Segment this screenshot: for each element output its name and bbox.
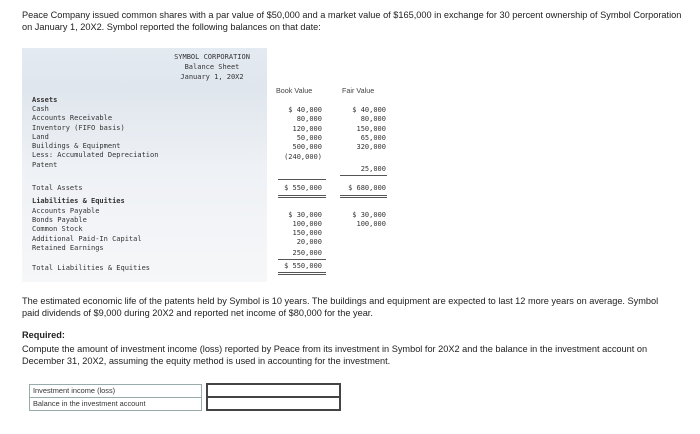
balance-sheet-image <box>22 48 402 282</box>
row-label: Additional Paid-In Capital <box>32 235 142 243</box>
book-value: (240,000) <box>284 153 322 161</box>
total-assets-fair: $ 680,000 <box>348 184 386 192</box>
total-liab-book: $ 550,000 <box>284 262 322 270</box>
book-value: 20,000 <box>296 238 322 246</box>
liabilities-heading: Liabilities & Equities <box>32 197 125 205</box>
fair-value-header: Fair Value <box>342 86 375 95</box>
double-rule <box>278 197 326 198</box>
answer-row <box>30 397 341 410</box>
assets-heading: Assets <box>32 96 58 104</box>
row-label: Cash <box>32 105 49 113</box>
double-rule <box>278 274 326 275</box>
row-label: Common Stock <box>32 225 83 233</box>
total-assets-label: Total Assets <box>32 184 83 192</box>
fair-value: 320,000 <box>356 143 386 151</box>
total-liab-label: Total Liabilities & Equities <box>32 264 151 272</box>
required-title: Required: <box>22 330 65 340</box>
book-value: 150,000 <box>292 229 322 237</box>
book-value: 500,000 <box>292 143 322 151</box>
row-label: Accounts Receivable <box>32 114 113 122</box>
row-label: Land <box>32 133 49 141</box>
book-value: 100,000 <box>292 220 322 228</box>
fair-value: 25,000 <box>360 165 386 173</box>
fair-value: $ 30,000 <box>352 211 386 219</box>
intro-text: Peace Company issued common shares with a par value of $50,000 and a market value of $165,000 in exchange for 30 percent ownership of Symbol Corporation on January 1, 20X2. Symbol reported the following balances on that date: <box>22 10 682 32</box>
row-label: Buildings & Equipment <box>32 142 121 150</box>
statement-date: January 1, 20X2 <box>180 73 244 81</box>
answer-row <box>30 384 341 397</box>
book-value: $ 40,000 <box>288 106 322 114</box>
additional-info-text: The estimated economic life of the patents held by Symbol is 10 years. The buildings and equipment are expected to last 12 more years on average. Symbol paid dividends of $9,000 during 20X2 and reported net income of $80,000 for the year. <box>22 296 659 318</box>
investment-balance-input[interactable] <box>207 397 340 410</box>
row-label: Retained Earnings <box>32 244 104 252</box>
row-label: Less: Accumulated Depreciation <box>32 151 159 159</box>
book-value-header: Book Value <box>276 86 313 95</box>
required-text: Compute the amount of investment income (loss) reported by Peace from its investment in Symbol for 20X2 and the balance in the investment account on December 31, 20X2, assuming the equity method is used in accounting for the investment. <box>22 344 648 366</box>
double-rule <box>340 195 387 196</box>
company-name: SYMBOL CORPORATION <box>174 53 250 61</box>
double-rule <box>278 195 326 196</box>
fair-value: 80,000 <box>360 115 386 123</box>
investment-income-label: Investment income (loss) <box>30 384 202 397</box>
book-value: 80,000 <box>296 115 322 123</box>
fair-value: $ 40,000 <box>352 106 386 114</box>
answer-table <box>29 383 341 411</box>
row-label: Inventory (FIFO basis) <box>32 124 125 132</box>
book-value: 250,000 <box>292 249 322 257</box>
subtotal-rule <box>340 175 387 176</box>
investment-balance-label: Balance in the investment account <box>30 397 202 410</box>
total-assets-book: $ 550,000 <box>284 184 322 192</box>
book-value: 50,000 <box>296 134 322 142</box>
investment-income-input[interactable] <box>207 384 340 397</box>
balance-sheet-heading <box>162 52 262 82</box>
row-label: Bonds Payable <box>32 216 87 224</box>
row-label: Accounts Payable <box>32 207 100 215</box>
book-value: $ 30,000 <box>288 211 322 219</box>
statement-name: Balance Sheet <box>184 63 240 71</box>
fair-value: 65,000 <box>360 134 386 142</box>
double-rule <box>278 272 326 273</box>
row-label: Patent <box>32 161 58 169</box>
double-rule <box>340 197 387 198</box>
subtotal-rule <box>278 259 326 260</box>
fair-value: 100,000 <box>356 220 386 228</box>
fair-value: 150,000 <box>356 125 386 133</box>
subtotal-rule <box>278 179 326 180</box>
book-value: 120,000 <box>292 125 322 133</box>
